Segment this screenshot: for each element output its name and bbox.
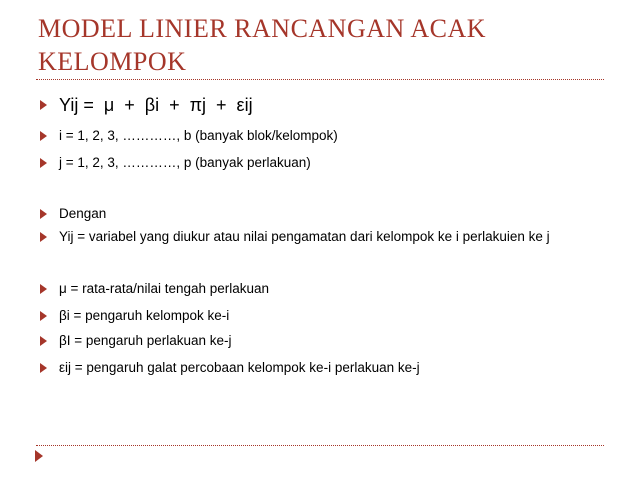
- bullet-arrow-icon: [40, 336, 47, 346]
- bullet-arrow-icon: [40, 131, 47, 141]
- bullet-text: j = 1, 2, 3, …………, p (banyak perlakuan): [59, 155, 311, 170]
- bullet-arrow-icon: [40, 158, 47, 168]
- footer-divider: [36, 445, 604, 446]
- bullet-text: i = 1, 2, 3, …………, b (banyak blok/kelompok): [59, 128, 338, 143]
- bullet-text: Yij = μ + βi + πj + εij: [59, 95, 253, 115]
- bullet-text: μ = rata-rata/nilai tengah perlakuan: [59, 281, 270, 296]
- bullet-text: βI = pengaruh perlakuan ke-j: [59, 333, 232, 348]
- corner-arrow-icon: [35, 450, 43, 462]
- bullet-text: Dengan: [59, 206, 107, 221]
- bullet-arrow-icon: [40, 284, 47, 294]
- bullet-arrow-icon: [40, 363, 47, 373]
- slide-title: MODEL LINIER RANCANGAN ACAK KELOMPOK: [38, 14, 487, 76]
- bullet-arrow-icon: [40, 100, 47, 110]
- bullet-arrow-icon: [40, 232, 47, 242]
- bullet-text: βi = pengaruh kelompok ke-i: [59, 308, 230, 323]
- title-divider: [36, 79, 604, 80]
- bullet-arrow-icon: [40, 311, 47, 321]
- bullet-arrow-icon: [40, 209, 47, 219]
- bullet-text: Yij = variabel yang diukur atau nilai pengamatan dari kelompok ke i perlakuien ke j: [59, 229, 550, 244]
- bullet-text: εij = pengaruh galat percobaan kelompok ke-i perlakuan ke-j: [59, 360, 420, 375]
